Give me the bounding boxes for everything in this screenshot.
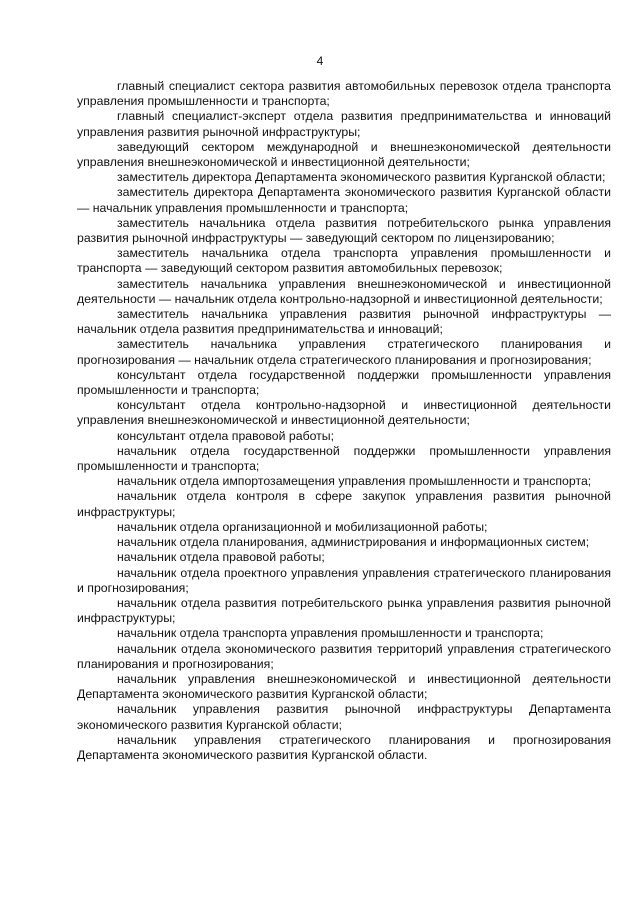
list-item: начальник отдела экономического развития территорий управления стратегического планирования и прогнозирования; <box>77 641 611 671</box>
list-item: заместитель начальника управления развития рыночной инфраструктуры — начальник отдела развития предпринимательства и инноваций; <box>77 307 611 337</box>
list-item: заместитель начальника управления внешнеэкономической и инвестиционной деятельности — начальник отдела контрольно-надзорной и инвестиционной деятельности; <box>77 276 611 306</box>
list-item: начальник отдела организационной и мобилизационной работы; <box>117 519 488 534</box>
list-item: заведующий сектором международной и внешнеэкономической деятельности управления внешнеэкономической и инвестиционной деятельности; <box>77 139 611 170</box>
list-item: начальник управления развития рыночной инфраструктуры Департамента экономического развития Курганской области; <box>77 702 611 732</box>
list-item: начальник отдела развития потребительского рынка управления развития рыночной инфраструктуры; <box>77 595 611 626</box>
list-item: начальник отдела государственной поддержки промышленности управления промышленности и транспорта; <box>77 443 611 474</box>
list-item: заместитель директора Департамента экономического развития Курганской области — начальник управления промышленности и транспорта; <box>77 185 611 215</box>
list-item: заместитель директора Департамента экономического развития Курганской области; <box>117 170 606 185</box>
list-item: начальник управления внешнеэкономической и инвестиционной деятельности Департамента экономического развития Курганской области; <box>77 671 611 702</box>
list-item: заместитель начальника управления стратегического планирования и прогнозирования — начальник отдела стратегического планирования и прогнозирования; <box>77 337 611 367</box>
list-item: начальник отдела проектного управления управления стратегического планирования и прогнозирования; <box>77 565 611 595</box>
list-item: главный специалист сектора развития автомобильных перевозок отдела транспорта управления промышленности и транспорта; <box>77 79 611 109</box>
page-number: 4 <box>316 54 324 68</box>
list-item: начальник отдела импортозамещения управления промышленности и транспорта; <box>117 474 592 489</box>
list-item: главный специалист-эксперт отдела развития предпринимательства и инноваций управления развития рыночной инфраструктуры; <box>77 109 611 139</box>
list-item: начальник управления стратегического планирования и прогнозирования Департамента экономического развития Курганской области. <box>77 732 611 762</box>
list-item: начальник отдела транспорта управления промышленности и транспорта; <box>117 626 544 641</box>
list-item: заместитель начальника отдела транспорта управления промышленности и транспорта — заведующий сектором развития автомобильных перевозок; <box>77 246 611 276</box>
list-item: заместитель начальника отдела развития потребительского рынка управления развития рыночной инфраструктуры — заведующий сектором по лицензированию; <box>77 215 611 246</box>
list-item: консультант отдела правовой работы; <box>117 428 335 443</box>
list-item: консультант отдела государственной поддержки промышленности управления промышленности и транспорта; <box>77 367 611 398</box>
list-item: начальник отдела планирования, администрирования и информационных систем; <box>117 535 590 550</box>
position-list <box>77 79 611 763</box>
list-item: начальник отдела контроля в сфере закупок управления развития рыночной инфраструктуры; <box>77 489 611 519</box>
list-item: консультант отдела контрольно-надзорной и инвестиционной деятельности управления внешнеэкономической и инвестиционной деятельности; <box>77 398 611 428</box>
list-item: начальник отдела правовой работы; <box>117 550 325 565</box>
